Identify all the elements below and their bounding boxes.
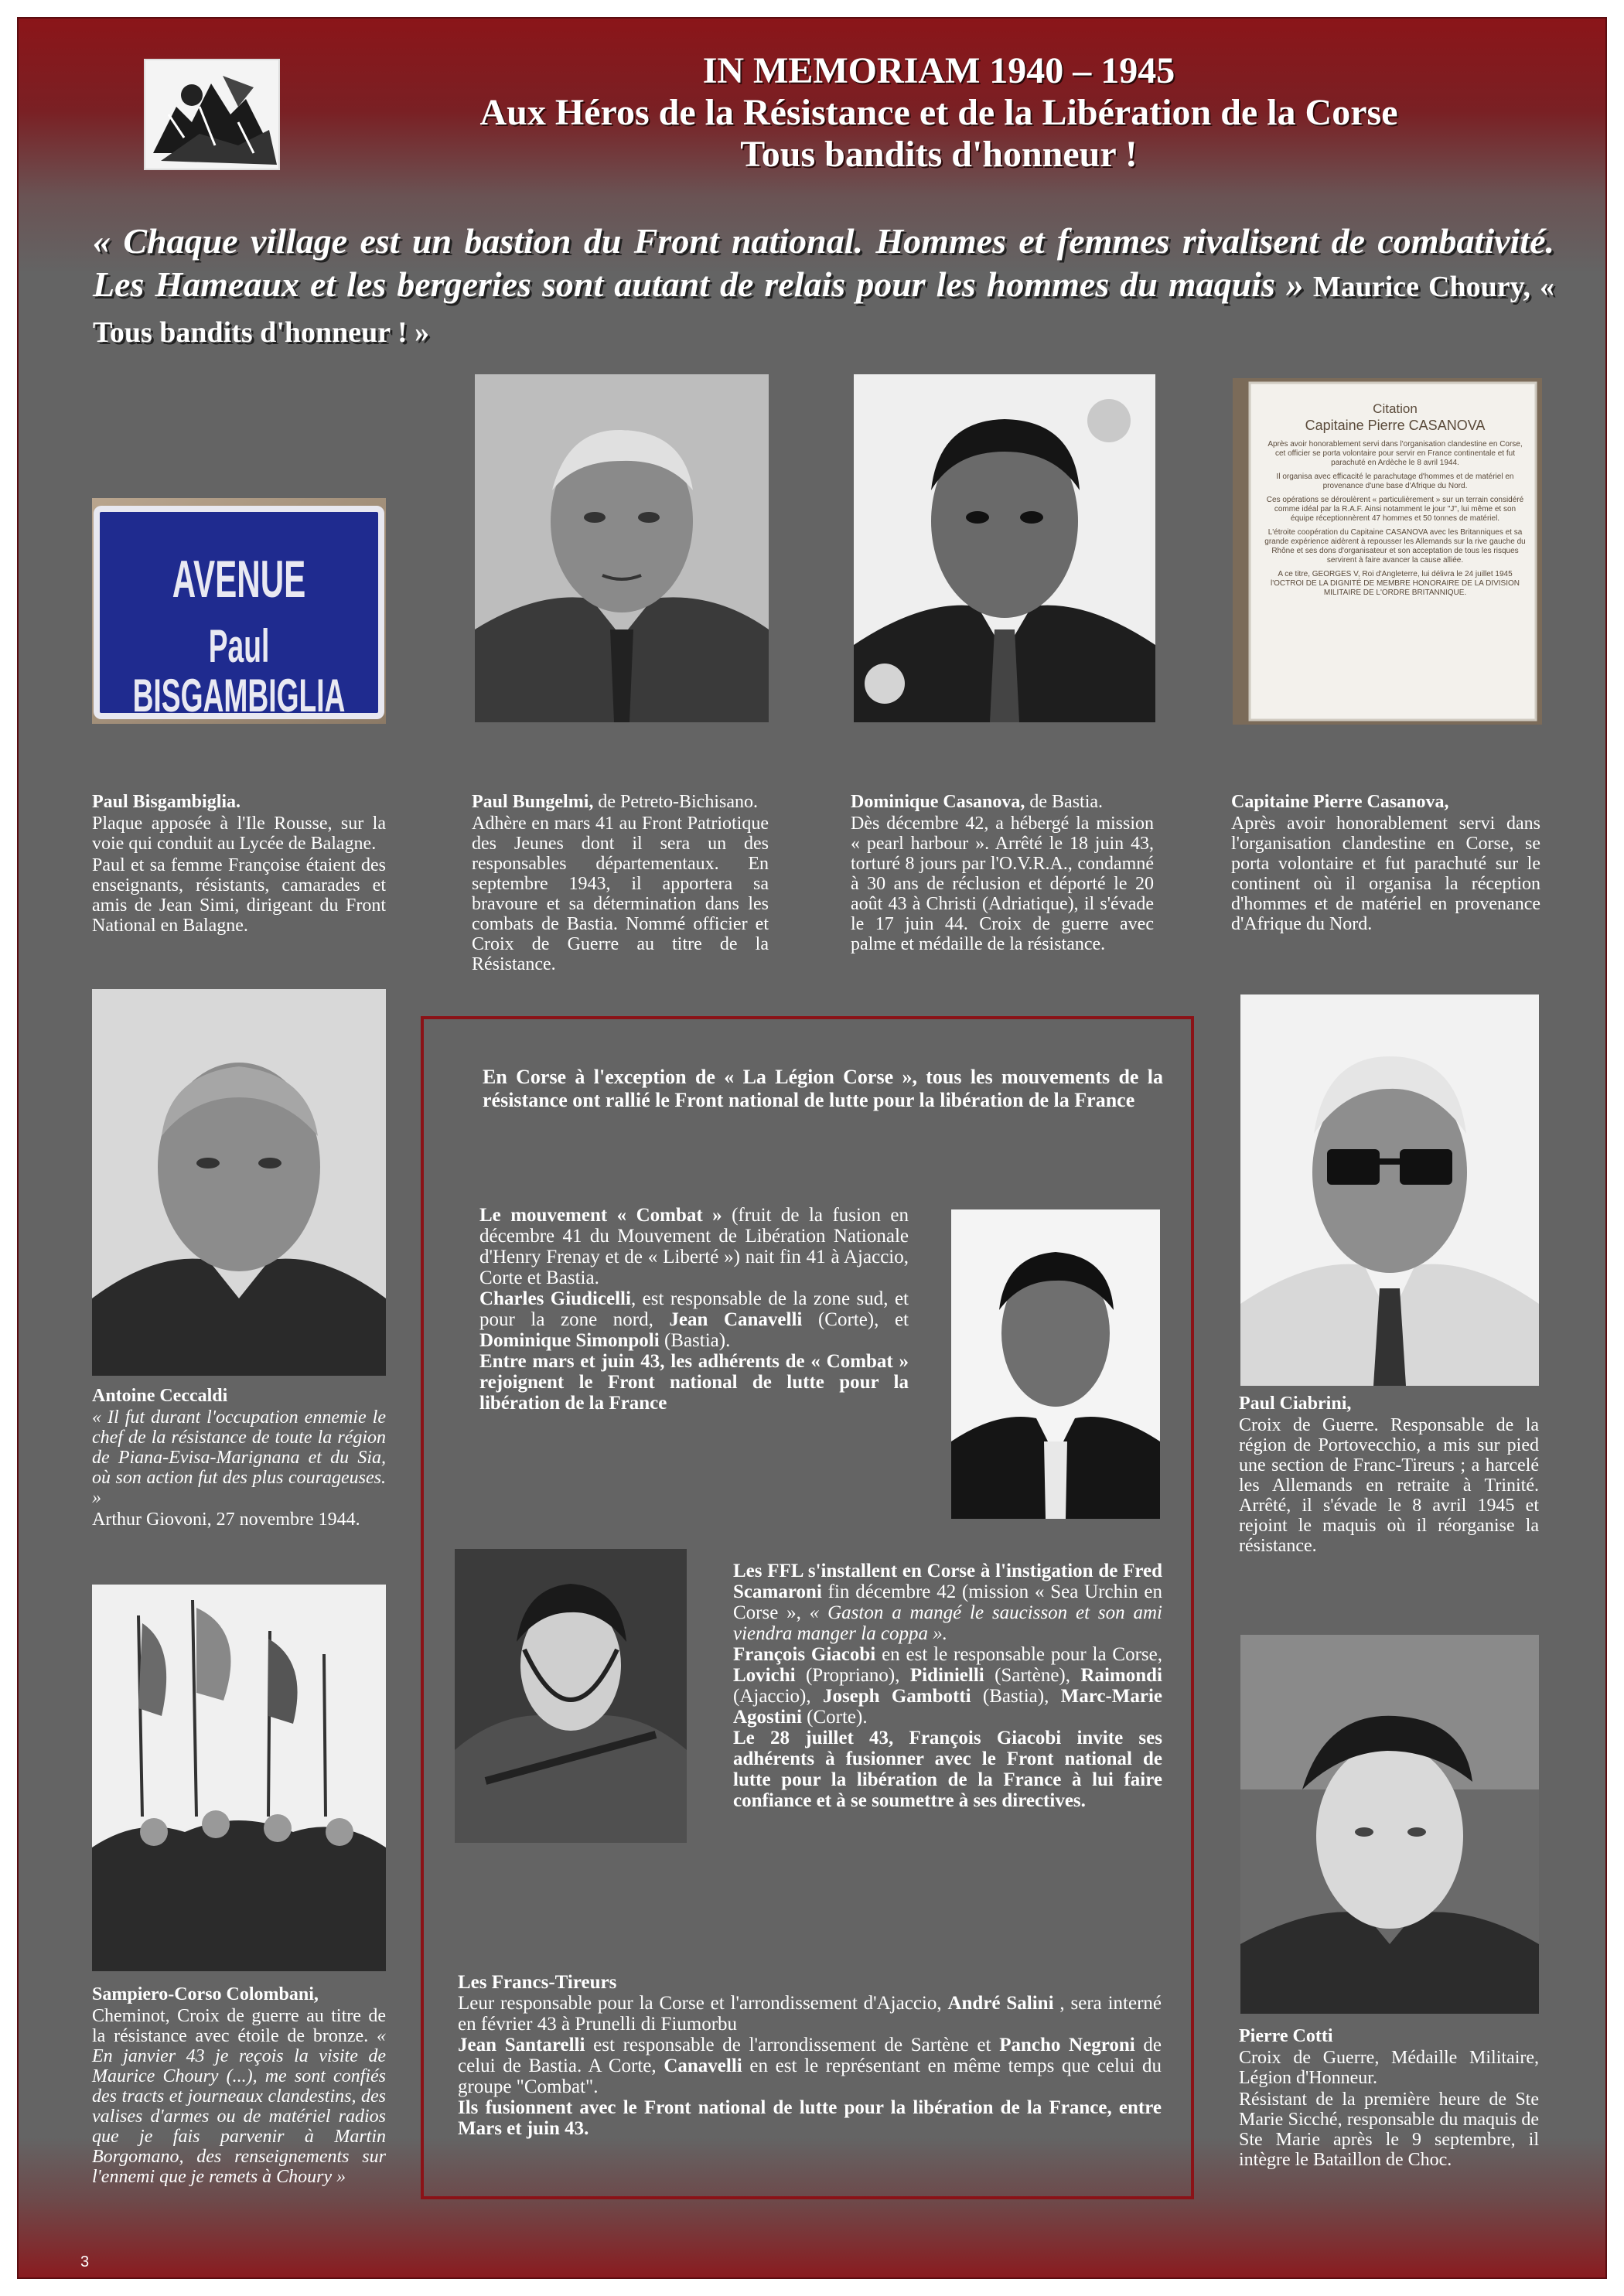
caption-text: Résistant de la première heure de Ste Marie Sicché, responsable du maquis de Ste Marie après le 9 septembre, il intègre le Bataillon de Choc.	[1239, 2090, 1539, 2170]
citation-p2: Il organisa avec efficacité le parachutage d'hommes et de matériel en provenance d'une base d'Afrique du Nord.	[1276, 473, 1514, 490]
combat-portrait	[951, 1209, 1160, 1519]
colombani-parade-photo	[92, 1585, 386, 1971]
citation-title-2: Capitaine Pierre CASANOVA	[1305, 418, 1486, 433]
caption-source: Arthur Giovoni, 27 novembre 1944.	[92, 1510, 360, 1530]
caption-cotti	[1239, 2026, 1539, 2171]
ffl-name: Marc-Marie Agostini	[733, 1686, 1163, 1728]
caption-text: Cheminot, Croix de guerre au titre de la résistance avec étoile de bronze.	[92, 2006, 386, 2046]
caption-text: Croix de Guerre, Médaille Militaire, Légion d'Honneur.	[1239, 2048, 1539, 2088]
quote-attribution: Maurice Choury, « Tous bandits d'honneur ! »	[93, 271, 1554, 349]
caption-pierre-casanova	[1231, 792, 1540, 936]
center-intro: En Corse à l'exception de « La Légion Corse », tous les mouvements de la résistance ont rallié le Front national de lutte pour la libération de la France	[483, 1066, 1163, 1111]
caption-ciabrini	[1239, 1394, 1539, 1557]
ffl-name: Joseph Gambotti	[822, 1686, 971, 1707]
caption-origin: de Petreto-Bichisano.	[593, 792, 758, 812]
caption-bisgambiglia	[92, 792, 386, 937]
combat-text: (Corte), et	[802, 1309, 909, 1330]
ffl-text: en est le responsable pour la Corse,	[875, 1644, 1162, 1665]
caption-text: Plaque apposée à l'Ile Rousse, sur la voie qui conduit au Lycée de Balagne.	[92, 814, 386, 854]
caption-name: Paul Ciabrini,	[1239, 1394, 1352, 1414]
ft-text: , sera interné en février 43 à Prunelli di Fiumorbu	[458, 1993, 1162, 2035]
ffl-soldier-photo	[455, 1549, 687, 1843]
street-sign-photo	[92, 498, 386, 724]
caption-origin: de Bastia.	[1025, 792, 1104, 812]
citation-title-1: Citation	[1373, 401, 1418, 416]
ft-text: est responsable de l'arrondissement de Sartène et	[585, 2035, 1000, 2055]
ft-text: Leur responsable pour la Corse et l'arrondissement d'Ajaccio,	[458, 1993, 948, 2014]
combat-name: Charles Giudicelli	[479, 1288, 631, 1309]
citation-p5: A ce titre, GEORGES V, Roi d'Angleterre, lui délivra le 24 juillet 1945 l'OCTROI DE LA DIGNITÉ DE MEMBRE HONORAIRE DE LA DIVISION MILITAIRE DE L'ORDRE BRITANNIQUE.	[1271, 570, 1520, 597]
caption-name: Paul Bisgambiglia.	[92, 792, 241, 812]
caption-text: Dès décembre 42, a hébergé la mission « pearl harbour ». Arrêté le 18 juin 43, torturé 8 jours par l'O.V.R.A., condamné à 30 ans de réclusion et déporté le 20 août 43 à Christi (Adriatique), il s'évade le 17 juin 44. Croix de guerre avec palme et médaille de la résistance.	[851, 814, 1154, 954]
ft-title: Les Francs-Tireurs	[458, 1972, 617, 1993]
caption-name: Dominique Casanova,	[851, 792, 1025, 812]
caption-text: Paul et sa femme Françoise étaient des enseignants, résistants, camarades et amis de Jean Simi, dirigeant du Front National en Balagne.	[92, 855, 386, 936]
ffl-name: Pidinielli	[909, 1665, 984, 1686]
intro-quote	[93, 220, 1554, 354]
ffl-text: (Bastia),	[971, 1686, 1061, 1707]
dominique-casanova-portrait	[854, 374, 1155, 722]
header-engraving-image	[144, 59, 280, 170]
combat-join: Entre mars et juin 43, les adhérents de « Combat » rejoignent le Front national de lutte pour la libération de la France	[479, 1351, 909, 1414]
ffl-text: (Sartène),	[984, 1665, 1081, 1686]
citation-p4: L'étroite coopération du Capitaine CASANOVA avec les Britanniques et sa grande expérience aidèrent à repousser les Allemands sur la rive gauche du Rhône et ses dons d'organisateur et son acceptation de tous les risques servirent à faire avancer la cause alliée.	[1264, 528, 1526, 565]
citation-p3: Ces opérations se déroulèrent « particulièrement » sur un terrain considéré comme idéal par la R.A.F. Ainsi notamment le jour "J", lui même et son équipe réceptionnèrent 47 hommes et 50 tonnes de matériel.	[1266, 496, 1524, 523]
page-number: 3	[80, 2253, 90, 2270]
caption-text: Après avoir honorablement servi dans l'organisation clandestine en Corse, se porta volontaire et fut parachuté sur le continent où il organisa la réception d'hommes et de matériel en provenance d'Afrique du Nord.	[1231, 814, 1540, 934]
caption-ceccaldi	[92, 1386, 386, 1531]
title-line-3: Tous bandits d'honneur !	[740, 134, 1138, 175]
combat-text: (fruit de la fusion en décembre 41 du Mouvement de Libération Nationale d'Henry Frenay et de « Liberté ») nait fin 41 à Ajaccio, Corte et Bastia.	[479, 1205, 909, 1288]
ft-text: en est le représentant en même temps que celui du groupe "Combat".	[458, 2055, 1162, 2097]
ft-name: Pancho Negroni	[999, 2035, 1135, 2055]
ft-name: André Salini	[947, 1993, 1054, 2014]
caption-text: Croix de Guerre. Responsable de la région de Portovecchio, a mis sur pied une section de Franc-Tireurs ; a harcelé les Allemands en retraite à Trinité. Arrêté, il s'évade le 8 avril 1945 et rejoint le maquis où il réorganise la résistance.	[1239, 1415, 1539, 1556]
combat-lead: Le mouvement « Combat »	[479, 1205, 722, 1226]
caption-quote: « En janvier 43 je reçois la visite de Maurice Choury (...), me sont confiés des tracts et journeaux clandestins, des valises d'armes ou de matériel radios que je fais parvenir à Martin Borgomano, des renseignements sur l'ennemi que je remets à Choury »	[92, 2026, 387, 2187]
ffl-invite: Le 28 juillet 43, François Giacobi invite ses adhérents à fusionner avec le Front national de lutte pour la libération de la France à lui faire confiance et à se soumettre à ses directives.	[733, 1728, 1162, 1811]
combat-text: , est responsable de la zone sud, et pour la zone nord,	[479, 1288, 909, 1330]
memorial-poster	[17, 17, 1607, 2279]
caption-colombani	[92, 1984, 386, 2189]
ft-text: de celui de Bastia. A Corte,	[458, 2035, 1162, 2076]
caption-name: Capitaine Pierre Casanova,	[1231, 792, 1449, 812]
ciabrini-portrait	[1240, 994, 1539, 1386]
sign-line-2: Paul BISGAMBIGLIA	[132, 620, 346, 722]
citation-plaque-text	[1264, 401, 1527, 715]
ft-name: Jean Santarelli	[458, 2035, 585, 2055]
ffl-text: (Propriano),	[795, 1665, 910, 1686]
caption-bungelmi	[472, 792, 769, 976]
sign-line-1: AVENUE	[172, 550, 306, 609]
caption-name: Paul Bungelmi,	[472, 792, 594, 812]
citation-p1: Après avoir honorablement servi dans l'organisation clandestine en Corse, cet officier se porta volontaire pour servir en France continentale et fut parachuté en Ardèche le 8 avril 1944.	[1267, 440, 1523, 467]
ffl-section	[733, 1561, 1162, 1811]
ffl-text: (Corte).	[801, 1707, 868, 1728]
caption-name: Sampiero-Corso Colombani,	[92, 1984, 319, 2004]
combat-text: (Bastia).	[659, 1330, 731, 1351]
ffl-name: François Giacobi	[733, 1644, 876, 1665]
ffl-text: fin décembre 42 (mission « Sea Urchin en Corse »,	[733, 1581, 1162, 1623]
ffl-lead: Les FFL s'installent en Corse à l'instigation de Fred Scamaroni	[733, 1561, 1162, 1602]
cotti-portrait	[1240, 1635, 1539, 2014]
combat-section	[479, 1205, 909, 1414]
caption-dominique-casanova	[851, 792, 1154, 956]
quote-text: « Chaque village est un bastion du Front national. Hommes et femmes rivalisent de combativité. Les Hameaux et les bergeries sont autant de relais pour les hommes du maquis »	[93, 221, 1554, 304]
ffl-message: « Gaston a mangé le saucisson et son ami viendra manger la coppa ».	[733, 1602, 1163, 1644]
caption-name: Antoine Ceccaldi	[92, 1386, 228, 1406]
ffl-name: Raimondi	[1080, 1665, 1162, 1686]
title-line-1: IN MEMORIAM 1940 – 1945	[702, 50, 1175, 91]
caption-quote: « Il fut durant l'occupation ennemie le chef de la résistance de toute la région de Piana-Evisa-Marignana et du Sia, où son action fut des plus courageuses. »	[92, 1407, 386, 1508]
ffl-name: Lovichi	[733, 1665, 796, 1686]
center-text-box	[421, 1016, 1194, 2199]
citation-plaque-photo	[1233, 378, 1542, 725]
combat-name: Dominique Simonpoli	[479, 1330, 660, 1351]
ft-name: Canavelli	[664, 2055, 742, 2076]
caption-text: Adhère en mars 41 au Front Patriotique des Jeunes dont il sera un des responsables départementaux. En septembre 1943, il apportera sa bravoure et sa détermination dans les combats de Bastia. Nommé officier et Croix de Guerre au titre de la Résistance.	[472, 814, 769, 974]
title-line-2: Aux Héros de la Résistance et de la Libération de la Corse	[479, 92, 1398, 133]
bungelmi-portrait	[475, 374, 769, 722]
ceccaldi-portrait	[92, 989, 386, 1376]
caption-name: Pierre Cotti	[1239, 2026, 1333, 2046]
combat-name: Jean Canavelli	[669, 1309, 803, 1330]
ffl-text: (Ajaccio),	[733, 1686, 823, 1707]
ft-merge: Ils fusionnent avec le Front national de lutte pour la libération de la France, entre Mars et juin 43.	[458, 2097, 1162, 2139]
francs-tireurs-section	[458, 1972, 1162, 2139]
